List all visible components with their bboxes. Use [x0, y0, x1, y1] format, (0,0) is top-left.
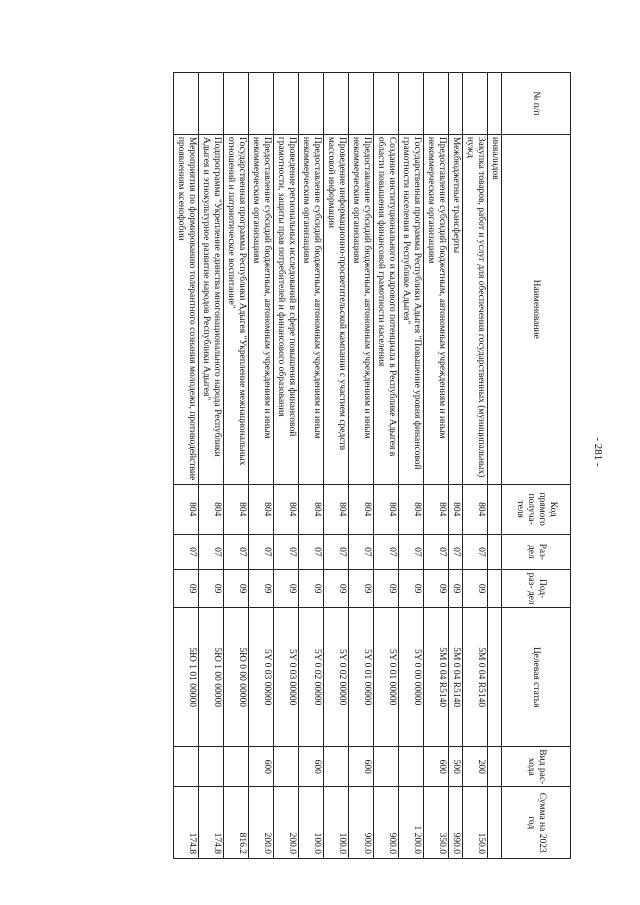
- table-row: [424, 73, 449, 859]
- table-row: [463, 73, 488, 859]
- cell-podrazdel: 09: [249, 569, 274, 607]
- table-row: [274, 73, 299, 859]
- cell-podrazdel: 09: [463, 569, 488, 607]
- cell-sum: 200.0: [249, 787, 274, 859]
- cell-name: Подпрограмма "Укрепление единства многонационального народа Республики Адыгея и этнокультурное развитие народов Республики Адыгея": [199, 134, 224, 484]
- cell-num: [199, 73, 224, 135]
- cell-vid: 200: [463, 746, 488, 787]
- cell-name: Проведение региональных исследований в сфере повышения финансовой грамотности, защиты прав потребителей и финансового образования: [274, 134, 299, 484]
- cell-name: Закупка товаров, работ и услуг для обеспечения государственных (муниципальных) нужд: [463, 134, 488, 484]
- cell-razdel: 07: [274, 534, 299, 569]
- cell-target: 5Y 0 02 00000: [299, 608, 324, 747]
- cell-podrazdel: 09: [374, 569, 399, 607]
- cell-code: 804: [224, 484, 249, 534]
- cell-sum: [488, 787, 502, 859]
- cell-code: 804: [349, 484, 374, 534]
- cell-razdel: 07: [463, 534, 488, 569]
- cell-podrazdel: 09: [174, 569, 199, 607]
- header-razdel: Раз- дел: [502, 534, 571, 569]
- cell-target: 5Y 0 01 00000: [349, 608, 374, 747]
- cell-code: 804: [274, 484, 299, 534]
- cell-target: [488, 608, 502, 747]
- cell-vid: [488, 746, 502, 787]
- cell-razdel: 07: [224, 534, 249, 569]
- cell-name: инвалидов: [488, 134, 502, 484]
- header-code: Код прямого получа- теля: [502, 484, 571, 534]
- cell-num: [274, 73, 299, 135]
- cell-target: 5М 0 04 R5140: [449, 608, 463, 747]
- header-target: Целевая статья: [502, 608, 571, 747]
- cell-vid: 500: [449, 746, 463, 787]
- cell-code: [488, 484, 502, 534]
- cell-podrazdel: 09: [324, 569, 349, 607]
- table-row: [249, 73, 274, 859]
- cell-name: Проведение информационно-просветительской кампании с участием средств массовой информации: [324, 134, 349, 484]
- table-row: [399, 73, 424, 859]
- cell-num: [174, 73, 199, 135]
- cell-num: [324, 73, 349, 135]
- cell-vid: [274, 746, 299, 787]
- cell-razdel: 07: [199, 534, 224, 569]
- table-row: [488, 73, 502, 859]
- cell-razdel: 07: [349, 534, 374, 569]
- table-row: [224, 73, 249, 859]
- cell-target: 5Y 0 00 00000: [399, 608, 424, 747]
- cell-razdel: 07: [374, 534, 399, 569]
- cell-vid: [174, 746, 199, 787]
- cell-num: [349, 73, 374, 135]
- table-row: [349, 73, 374, 859]
- cell-vid: [374, 746, 399, 787]
- cell-razdel: 07: [299, 534, 324, 569]
- cell-razdel: 07: [174, 534, 199, 569]
- cell-podrazdel: 09: [399, 569, 424, 607]
- cell-target: 5Ю 0 00 00000: [224, 608, 249, 747]
- table-row: [174, 73, 199, 859]
- cell-code: 804: [399, 484, 424, 534]
- table-row: [199, 73, 224, 859]
- cell-num: [374, 73, 399, 135]
- cell-vid: [324, 746, 349, 787]
- header-name: Наименование: [502, 134, 571, 484]
- cell-podrazdel: [488, 569, 502, 607]
- cell-sum: 174.8: [174, 787, 199, 859]
- cell-num: [249, 73, 274, 135]
- cell-sum: 990.0: [449, 787, 463, 859]
- cell-podrazdel: 09: [449, 569, 463, 607]
- cell-podrazdel: 09: [224, 569, 249, 607]
- cell-sum: 100.0: [299, 787, 324, 859]
- cell-num: [424, 73, 449, 135]
- cell-name: Предоставление субсидий бюджетным, автономным учреждениям и иным некоммерческим организациям: [349, 134, 374, 484]
- cell-num: [488, 73, 502, 135]
- cell-podrazdel: 09: [274, 569, 299, 607]
- cell-code: 804: [174, 484, 199, 534]
- cell-podrazdel: 09: [349, 569, 374, 607]
- table-row: [299, 73, 324, 859]
- cell-name: Создание институционального и кадрового потенциала в Республике Адыгея в области повышения финансовой грамотности населения: [374, 134, 399, 484]
- cell-vid: 600: [249, 746, 274, 787]
- cell-vid: [224, 746, 249, 787]
- cell-sum: 900.0: [349, 787, 374, 859]
- cell-num: [463, 73, 488, 135]
- cell-sum: 150.0: [463, 787, 488, 859]
- cell-razdel: 07: [399, 534, 424, 569]
- cell-vid: 600: [349, 746, 374, 787]
- cell-podrazdel: 09: [199, 569, 224, 607]
- cell-code: 804: [324, 484, 349, 534]
- table-row: [374, 73, 399, 859]
- cell-vid: [399, 746, 424, 787]
- cell-target: 5Y 0 02 00000: [324, 608, 349, 747]
- cell-target: 5М 0 04 R5140: [463, 608, 488, 747]
- cell-num: [449, 73, 463, 135]
- cell-code: 804: [299, 484, 324, 534]
- cell-code: 804: [199, 484, 224, 534]
- cell-code: 804: [374, 484, 399, 534]
- cell-num: [224, 73, 249, 135]
- cell-num: [299, 73, 324, 135]
- cell-sum: 350.0: [424, 787, 449, 859]
- cell-sum: 816.2: [224, 787, 249, 859]
- cell-sum: 900.0: [374, 787, 399, 859]
- budget-table: [173, 72, 571, 859]
- cell-razdel: 07: [449, 534, 463, 569]
- cell-razdel: 07: [424, 534, 449, 569]
- cell-podrazdel: 09: [299, 569, 324, 607]
- header-sum: Сумма на 2023 год: [502, 787, 571, 859]
- cell-sum: 200.0: [274, 787, 299, 859]
- cell-name: Предоставление субсидий бюджетным, автономным учреждениям и иным некоммерческим организациям: [424, 134, 449, 484]
- cell-sum: 174.8: [199, 787, 224, 859]
- table-header-row: [502, 73, 571, 859]
- cell-code: 804: [449, 484, 463, 534]
- cell-vid: 600: [299, 746, 324, 787]
- cell-name: Государственная программа Республики Адыгея "Укрепление межнациональных отношений и патриотическое воспитание": [224, 134, 249, 484]
- cell-target: 5Ю 1 00 00000: [199, 608, 224, 747]
- rotated-page: [72, 72, 571, 859]
- page-number: - 281 -: [592, 437, 604, 467]
- cell-target: 5Y 0 03 00000: [274, 608, 299, 747]
- cell-code: 804: [463, 484, 488, 534]
- cell-name: Государственная программа Республики Адыгея "Повышение уровня финансовой грамотности населения в Республике Адыгея": [399, 134, 424, 484]
- header-podrazdel: Под- раз- дел: [502, 569, 571, 607]
- table-row: [449, 73, 463, 859]
- cell-num: [399, 73, 424, 135]
- cell-sum: 1 200.0: [399, 787, 424, 859]
- cell-razdel: 07: [249, 534, 274, 569]
- cell-razdel: [488, 534, 502, 569]
- cell-vid: [199, 746, 224, 787]
- cell-podrazdel: 09: [424, 569, 449, 607]
- cell-code: 804: [424, 484, 449, 534]
- cell-target: 5Y 0 01 00000: [374, 608, 399, 747]
- header-num: № п/п: [502, 73, 571, 135]
- cell-name: Мероприятия по формированию толерантного сознания молодежи, противодействие проявлениям ксенофобии: [174, 134, 199, 484]
- cell-target: 5Ю 1 01 00000: [174, 608, 199, 747]
- cell-sum: 100.0: [324, 787, 349, 859]
- cell-razdel: 07: [324, 534, 349, 569]
- cell-name: Межбюджетные трансферты: [449, 134, 463, 484]
- cell-target: 5М 0 04 R5140: [424, 608, 449, 747]
- header-vid: Вид рас- хода: [502, 746, 571, 787]
- cell-code: 804: [249, 484, 274, 534]
- cell-name: Предоставление субсидий бюджетным, автономным учреждениям и иным некоммерческим организациям: [299, 134, 324, 484]
- cell-name: Предоставление субсидий бюджетным, автономным учреждениям и иным некоммерческим организациям: [249, 134, 274, 484]
- cell-target: 5Y 0 03 00000: [249, 608, 274, 747]
- cell-vid: 600: [424, 746, 449, 787]
- table-row: [324, 73, 349, 859]
